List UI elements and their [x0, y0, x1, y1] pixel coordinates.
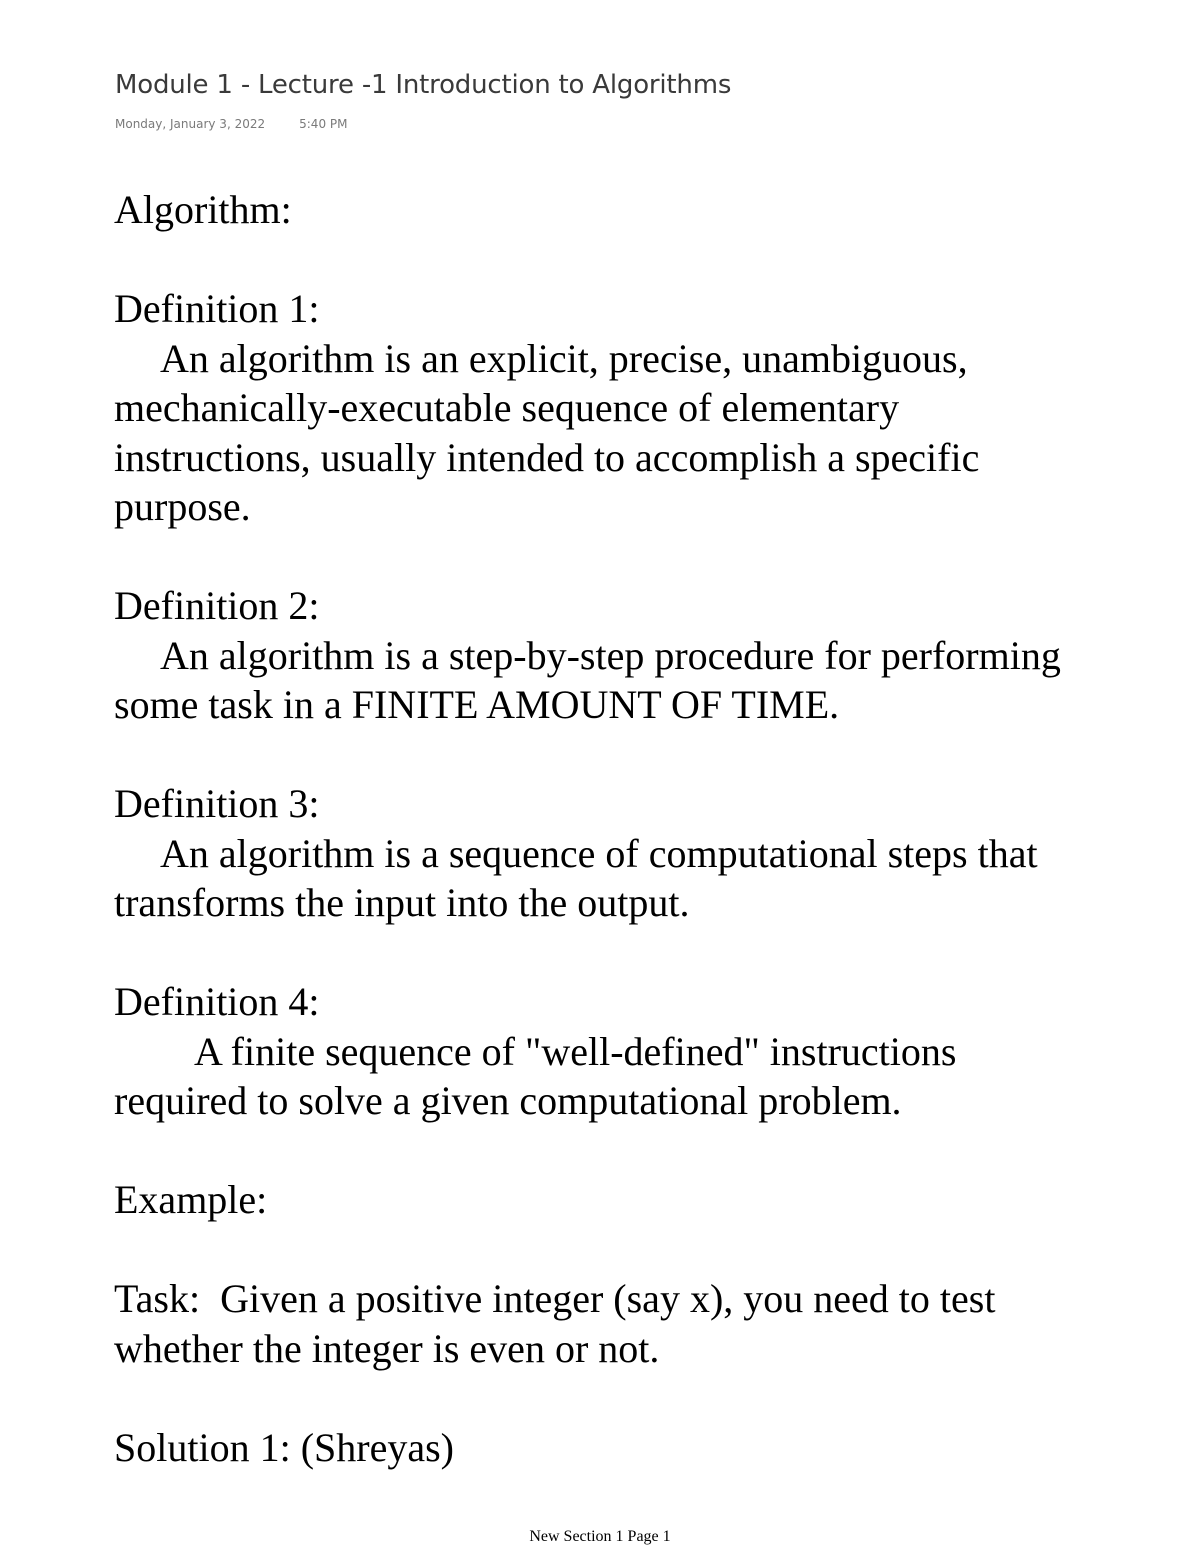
page-title: Module 1 - Lecture -1 Introduction to Algorithms	[115, 70, 732, 100]
task-text-line: Task: Given a positive integer (say x), you need to test	[114, 1276, 996, 1321]
definition-text-line: An algorithm is an explicit, precise, unambiguous,	[160, 335, 968, 381]
page-timestamp	[115, 117, 347, 131]
task-text-line: whether the integer is even or not.	[114, 1325, 660, 1371]
definition-text-line: instructions, usually intended to accomplish a specific	[114, 434, 980, 480]
definition-text-line: purpose.	[114, 484, 251, 529]
definition-label: Definition 4:	[114, 979, 320, 1024]
example-label: Example:	[114, 1177, 268, 1222]
section-heading: Algorithm:	[114, 187, 292, 232]
note-content	[114, 185, 1174, 1472]
definition-text-line: An algorithm is a step-by-step procedure for performing	[160, 632, 1061, 678]
definition-label: Definition 2:	[114, 583, 320, 628]
definition-text-line: An algorithm is a sequence of computational steps that	[160, 830, 1038, 876]
definition-text-line: transforms the input into the output.	[114, 880, 690, 925]
definition-text-line: required to solve a given computational problem.	[114, 1078, 902, 1123]
page-date: Monday, January 3, 2022	[115, 117, 266, 131]
definition-label: Definition 3:	[114, 781, 320, 826]
page-time: 5:40 PM	[299, 117, 348, 131]
definition-label: Definition 1:	[114, 286, 320, 331]
solution-label: Solution 1: (Shreyas)	[114, 1424, 454, 1470]
definition-text-line: A finite sequence of "well-defined" instructions	[194, 1028, 957, 1074]
definition-text-line: mechanically-executable sequence of elementary	[114, 385, 900, 430]
definition-text-line: some task in a FINITE AMOUNT OF TIME.	[114, 682, 840, 727]
page-footer: New Section 1 Page 1	[529, 1528, 671, 1545]
